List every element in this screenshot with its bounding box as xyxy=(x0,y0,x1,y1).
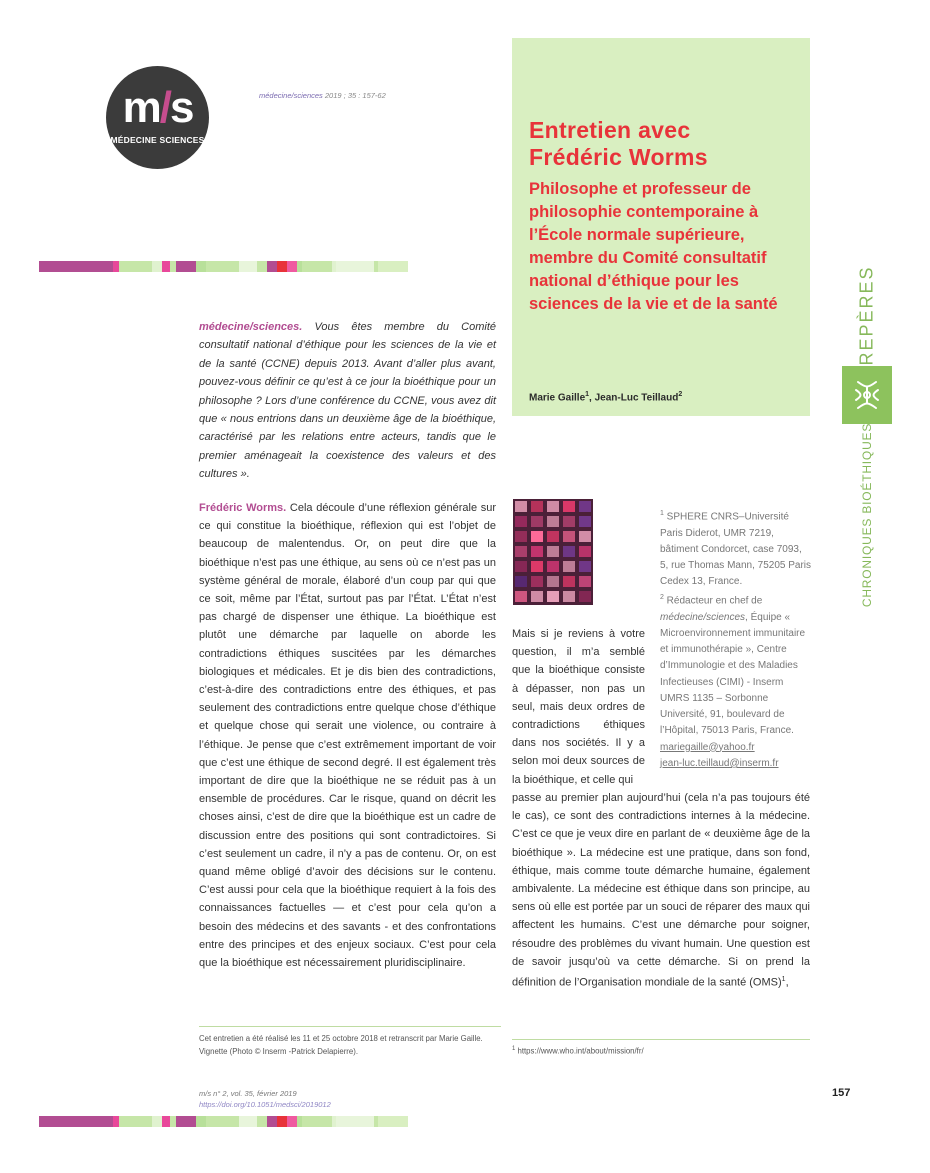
photo-tile xyxy=(531,561,543,572)
email-link-1[interactable]: mariegaille@yahoo.fr xyxy=(660,741,755,753)
photo-tile xyxy=(563,576,575,587)
photo-tile xyxy=(579,591,591,602)
photo-tile xyxy=(531,531,543,542)
author-affiliations xyxy=(660,506,812,772)
interview-answer: Frédéric Worms. Cela découle d’une réflexion générale sur ce qui constitue la bioéthique, réflexion qui est l’objet de beaucoup de malentendus. Or, on peut dire que la bioéthique n’est pas une éthique, au sens où ce n’est pas un système général de morale, élaboré d’un coup par qui que ce soit, même par l’État, surtout pas par l’État. L’État n’est pas chargé de dispenser une éthique. La bioéthique est plutôt une démarche par laquelle on aborde les contradictions éthiques suscitées par les démarches biologiques et médicales. Et je dis bien des contradictions, c’est-à-dire des contradictions entre des éthiques, et pas seulement des contradictions entre quelque chose d’éthique et quelque chose qui serait une violence, ou contraire à l’éthique. Je pense que c’est extrêmement important de voir que c’est une éthique de second degré. Il est également très important de dire que la bioéthique ne se réduit pas à un ensemble de procédures. Car le risque, quand on décrit les choses ainsi, c’est de dire que la bioéthique est un cadre de discussion entre des positions qui sont contradictoires. Si c’est seulement un cadre, il n’y a pas de contenu. Or, on est quand même obligé d’avoir des décisions sur le contenu. C’est aussi pour cela que la bioéthique requiert à la fois des connaissances factuelles — et c’est pour cela qu’on a besoin des médecins et des savants - et des confrontations entre des principes et des enjeux sociaux. C’est pour cela que la bioéthique est nécessairement pluridisciplinaire. xyxy=(199,502,497,970)
photo-tile xyxy=(563,546,575,557)
photo-tile xyxy=(531,501,543,512)
side-emblem xyxy=(842,366,892,424)
decorative-stripe-bottom xyxy=(39,1116,418,1127)
photo-tile xyxy=(547,501,559,512)
photo-tile xyxy=(579,576,591,587)
photo-tile xyxy=(515,501,527,512)
photo-tile xyxy=(515,531,527,542)
question-label: médecine/sciences. xyxy=(199,321,303,333)
photo-tile xyxy=(563,591,575,602)
photo-tile xyxy=(547,531,559,542)
photo-tile xyxy=(531,576,543,587)
photo-tile xyxy=(547,516,559,527)
repeat-pattern-icon xyxy=(852,378,882,412)
photo-tile xyxy=(515,561,527,572)
photo-tile xyxy=(547,576,559,587)
photo-tile xyxy=(563,531,575,542)
logo-mark: m/s xyxy=(122,83,193,132)
article-title: Entretien avec Frédéric Worms xyxy=(529,117,708,170)
page-footer: m/s n° 2, vol. 35, février 2019 https://doi.org/10.1051/medsci/2019012 xyxy=(199,1089,331,1109)
logo-subtitle: MÉDECINE SCIENCES xyxy=(110,135,205,145)
photo-tile xyxy=(515,591,527,602)
vignette-photo xyxy=(513,499,593,605)
affiliation-1: $^1$ SPHERE CNRS–Université Paris Diderot, UMR 7219, bâtiment Condorcet, case 7093, 5, rue Thomas Mann, 75205 Paris Cedex 13, France. xyxy=(660,510,812,588)
interview-question: médecine/sciences. Vous êtes membre du Comité consultatif national d’éthique pour les sciences de la vie et de la santé (CCNE) depuis 2013. Avant d’aller plus avant, pouvez-vous définir ce qu’est à ce jour la bioéthique pour un philosophe ? Lors d’une conférence du CCNE, vous avez dit que « nous entrions dans un deuxième âge de la bioéthique, caractérisé par les relations entre acteurs, tandis que le premier aménageait la coexistence des valeurs et des cultures ». xyxy=(199,321,496,481)
article-subtitle: Philosophe et professeur de philosophie contemporaine à l’École normale supérieure, membre du Comité consultatif national d’éthique pour les sciences de la vie et de la santé xyxy=(529,180,778,313)
section-label-reperes: REPÈRES xyxy=(856,264,877,366)
photo-tile xyxy=(579,501,591,512)
decorative-stripe-top xyxy=(39,261,418,272)
affiliation-2: $^2$ Rédacteur en chef de médecine/sciences, Équipe « Microenvironnement immunitaire et immunothérapie », Centre d’Immunologie et des Maladies Infectieuses (CIMI) - Inserm UMRS 1135 – Sorbonne Université, 91, boulevard de l’Hôpital, 75013 Paris, France. xyxy=(660,594,806,737)
photo-tile xyxy=(547,561,559,572)
photo-tile xyxy=(515,546,527,557)
photo-tile xyxy=(579,561,591,572)
answer-label: Frédéric Worms. xyxy=(199,502,287,514)
note-divider-left xyxy=(199,1026,501,1027)
photo-tile xyxy=(547,591,559,602)
answer-continued-wide: passe au premier plan aujourd’hui (cela n’a pas toujours été le cas), ce sont des contradictions internes à la médecine. C’est ce que je veux dire en parlant de « deuxième âge de la bioéthique ». La médecine est une pratique, dans son fond, éthique, mais comme toute démarche humaine, également ambivalente. La médecine est éthique dans son principe, au sens où elle est portée par un souci de réparer des maux qui affectent les humains. C’est une démarche pour soigner, résoudre des problèmes du vivant humain. Une question est de savoir jusqu’où va cette démarche. Si on prend la définition de l’Organisation mondiale de la santé (OMS)$^1$, xyxy=(512,792,810,989)
email-link-2[interactable]: jean-luc.teillaud@inserm.fr xyxy=(660,757,779,769)
photo-tile xyxy=(531,591,543,602)
photo-tile xyxy=(563,516,575,527)
footnote-who: $^1$ https://www.who.int/about/mission/fr/ xyxy=(512,1046,644,1056)
article-authors: Marie Gaille$^1$, Jean-Luc Teillaud$^2$ xyxy=(529,391,683,404)
photo-tile xyxy=(579,531,591,542)
photo-tile xyxy=(563,561,575,572)
photo-tile xyxy=(547,546,559,557)
photo-tile xyxy=(531,546,543,557)
photo-tile xyxy=(563,501,575,512)
photo-tile xyxy=(531,516,543,527)
photo-tile xyxy=(515,576,527,587)
doi-link[interactable]: https://doi.org/10.1051/medsci/2019012 xyxy=(199,1100,331,1109)
page-number: 157 xyxy=(832,1087,851,1099)
photo-tile xyxy=(515,516,527,527)
footnote-interview: Cet entretien a été réalisé les 11 et 25 octobre 2018 et retranscrit par Marie Gaille. Vignette (Photo © Inserm -Patrick Delapierre). xyxy=(199,1034,483,1056)
answer-continued-narrow: Mais si je reviens à votre question, il m’a semblé que la bioéthique consiste à dépasser, non pas un seul, mais deux ordres de contradictions éthiques dans nos sociétés. Il y a selon moi deux sources de la bioéthique, et celle qui xyxy=(512,628,645,786)
photo-tile xyxy=(579,516,591,527)
note-divider-right xyxy=(512,1039,810,1040)
section-label-chroniques: CHRONIQUES BIOÉTHIQUES xyxy=(860,422,875,608)
photo-tile xyxy=(579,546,591,557)
journal-logo xyxy=(106,66,209,169)
journal-citation: médecine/sciences 2019 ; 35 : 157-62 xyxy=(259,91,386,100)
